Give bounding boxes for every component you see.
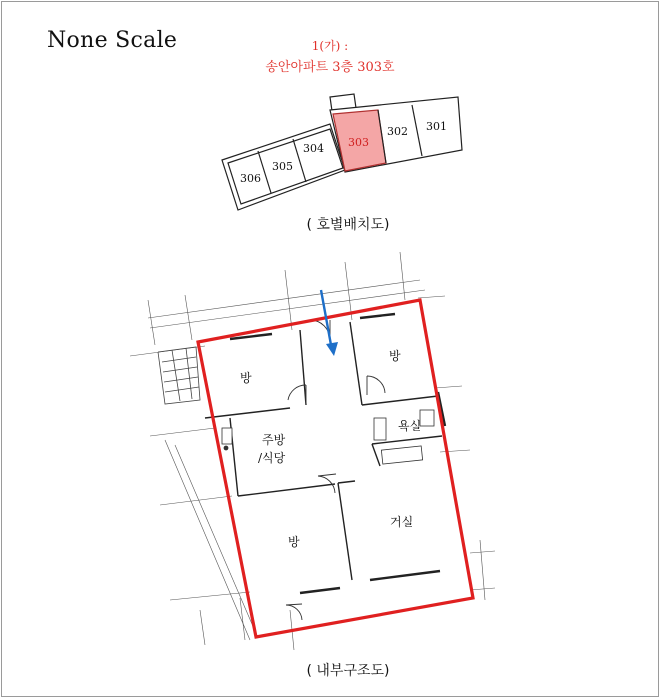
unit-label-line1: 1(가) : [311,39,349,53]
unit-label-305: 305 [272,160,293,173]
unit-label-line2: 송안아파트 3층 303호 [265,60,395,75]
scale-label: None Scale [47,28,178,53]
room-label-living: 거실 [390,515,414,529]
entrance-arrow [321,290,338,356]
room-label-kitchen-line2: /식당 [258,451,286,465]
unit-layout-caption: ( 호별배치도) [306,217,390,233]
room-label-kitchen-line1: 주방 [262,433,286,447]
unit-label-303: 303 [348,136,369,149]
kitchen-fixtures [222,428,232,450]
room-label-bottom-left: 방 [288,535,300,549]
unit-label-304: 304 [303,142,324,155]
room-label-bathroom: 욕실 [398,419,422,433]
room-label-top-right: 방 [389,349,401,363]
stair-hatch [158,347,200,404]
door-swings [286,320,385,620]
unit-label-302: 302 [387,125,408,138]
room-label-top-left: 방 [240,371,252,385]
unit-label-301: 301 [426,120,447,133]
unit-label-306: 306 [240,172,261,185]
floor-plan-caption: ( 내부구조도) [306,663,390,679]
unit-layout-diagram [222,94,462,210]
